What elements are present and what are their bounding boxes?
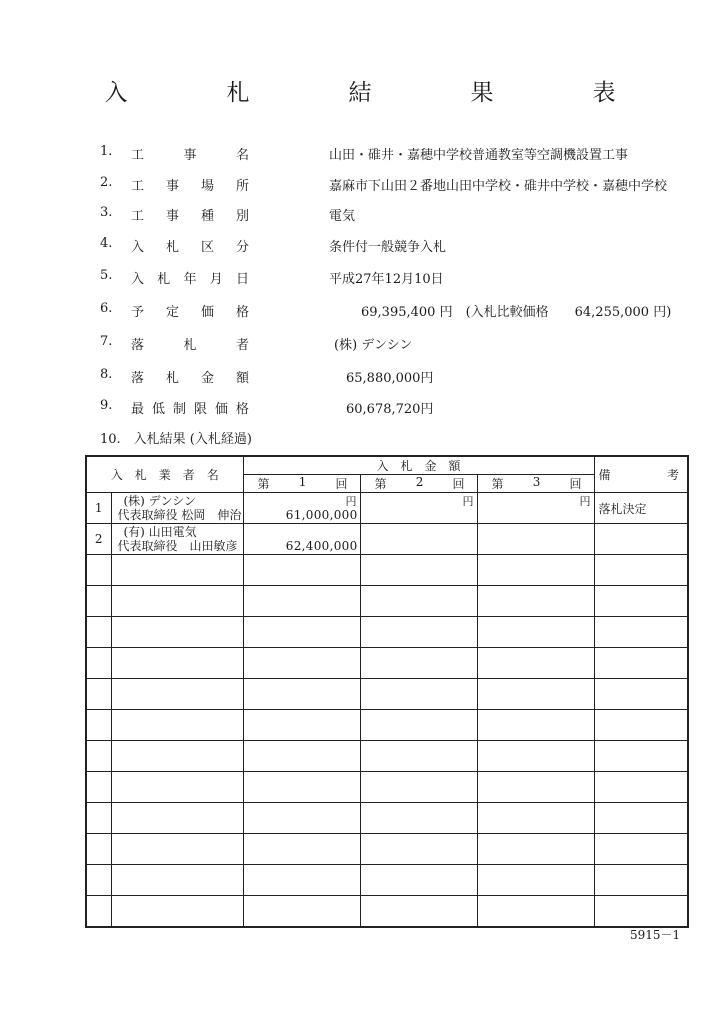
bidder-name <box>111 524 243 555</box>
info-value: 条件付一般競争入札 <box>329 240 447 255</box>
info-label-char: 札 <box>165 240 179 255</box>
remarks <box>594 555 688 586</box>
company-name: (有) 山田電気 <box>123 525 197 539</box>
table-row <box>86 741 688 772</box>
row-number <box>86 865 111 896</box>
round-1-amount <box>243 617 360 648</box>
info-value: 65,880,000円 <box>346 371 434 386</box>
bidder-name <box>111 617 243 648</box>
row-number <box>86 896 111 928</box>
round-2-amount <box>360 896 477 928</box>
round-3-amount <box>477 679 594 710</box>
info-label-char: 分 <box>235 240 249 255</box>
info-label-char: 区 <box>200 240 214 255</box>
info-number: 8. <box>100 367 113 382</box>
round-3-amount <box>477 803 594 834</box>
results-heading: 10. 入札結果 (入札経過) <box>100 432 252 447</box>
round-1-amount <box>243 710 360 741</box>
info-list <box>0 0 720 450</box>
round-2-amount <box>360 586 477 617</box>
round-3-amount <box>477 710 594 741</box>
remarks <box>594 524 688 555</box>
info-label-char: 事 <box>165 209 179 224</box>
yen-unit: 円 <box>345 495 357 508</box>
round-3-amount <box>477 772 594 803</box>
info-label-char: 別 <box>235 209 249 224</box>
remarks: 落札決定 <box>594 493 688 524</box>
table-row <box>86 493 688 524</box>
info-label-char: 工 <box>131 209 145 224</box>
amount-value: 61,000,000 <box>285 508 358 522</box>
info-row <box>0 268 720 288</box>
row-number <box>86 834 111 865</box>
info-label-char: 事 <box>183 148 197 163</box>
info-label-char: 所 <box>235 179 249 194</box>
row-number <box>86 803 111 834</box>
info-value: 電気 <box>329 209 356 224</box>
round-3-amount <box>477 586 594 617</box>
info-row <box>0 144 720 164</box>
yen-unit: 円 <box>462 495 474 508</box>
round-2-amount <box>360 648 477 679</box>
remarks <box>594 896 688 928</box>
info-label-char: 制 <box>172 402 186 417</box>
round-1-amount <box>243 772 360 803</box>
row-number <box>86 648 111 679</box>
info-label-char: 価 <box>200 305 214 320</box>
info-label-char: 落 <box>131 371 145 386</box>
info-label <box>131 268 249 287</box>
round-1-amount <box>243 865 360 896</box>
remarks <box>594 586 688 617</box>
bidder-name <box>111 865 243 896</box>
info-number: 7. <box>100 334 113 349</box>
round-2-amount <box>360 772 477 803</box>
info-label-char: 日 <box>235 272 249 287</box>
info-row <box>0 301 720 321</box>
info-row <box>0 236 720 256</box>
bidder-name <box>111 555 243 586</box>
info-number: 4. <box>100 236 113 251</box>
info-row <box>0 175 720 195</box>
round-3-amount <box>477 493 594 524</box>
representative-name: 代表取締役 松岡 伸治 <box>117 508 242 522</box>
info-number: 2. <box>100 175 113 190</box>
info-label-char: 者 <box>235 338 249 353</box>
info-label-char: 定 <box>165 305 179 320</box>
info-label-char: 入 <box>131 240 145 255</box>
info-number: 3. <box>100 205 113 220</box>
bidder-name <box>111 679 243 710</box>
round-3-amount <box>477 555 594 586</box>
results-heading-row <box>0 428 720 448</box>
amount-value: 62,400,000 <box>285 539 358 553</box>
round-3-amount <box>477 648 594 679</box>
bidder-name <box>111 648 243 679</box>
info-label-char: 工 <box>131 148 145 163</box>
row-number <box>86 617 111 648</box>
table-row <box>86 710 688 741</box>
info-label-char: 額 <box>235 371 249 386</box>
round-3-amount <box>477 896 594 928</box>
round-1-amount <box>243 493 360 524</box>
info-label-char: 年 <box>183 272 197 287</box>
table-row <box>86 834 688 865</box>
info-label-char: 落 <box>131 338 145 353</box>
info-number: 5. <box>100 268 113 283</box>
round-3-amount <box>477 865 594 896</box>
info-label-char: 種 <box>200 209 214 224</box>
bidder-name <box>111 741 243 772</box>
row-number <box>86 586 111 617</box>
info-label-char: 最 <box>131 402 145 417</box>
page-title: 入 札 結 果 表 <box>104 80 654 106</box>
table-row <box>86 648 688 679</box>
info-number: 1. <box>100 144 113 159</box>
table-row <box>86 865 688 896</box>
bidder-name <box>111 834 243 865</box>
info-label-char: 低 <box>151 402 165 417</box>
remarks <box>594 803 688 834</box>
row-number <box>86 710 111 741</box>
info-label-char: 格 <box>235 402 249 417</box>
info-row <box>0 334 720 354</box>
round-1-amount <box>243 834 360 865</box>
info-label-char: 格 <box>235 305 249 320</box>
info-label <box>131 144 249 163</box>
info-label-char: 限 <box>193 402 207 417</box>
row-number <box>86 555 111 586</box>
info-label-char: 事 <box>165 179 179 194</box>
table-row <box>86 896 688 928</box>
remarks <box>594 617 688 648</box>
info-label <box>131 175 249 194</box>
round-1-amount <box>243 555 360 586</box>
round-3-header: 第 3 回 <box>477 475 594 493</box>
bidder-name <box>111 803 243 834</box>
info-value: 69,395,400 円 (入札比較価格 64,255,000 円) <box>361 305 672 320</box>
bidder-name <box>111 586 243 617</box>
info-label-char: 金 <box>200 371 214 386</box>
amount-header: 入 札 金 額 <box>243 456 594 475</box>
info-label-char: 場 <box>200 179 214 194</box>
table-row <box>86 524 688 555</box>
info-value: 山田・碓井・嘉穂中学校普通教室等空調機設置工事 <box>329 148 629 163</box>
info-label-char: 月 <box>209 272 223 287</box>
info-label <box>131 205 249 224</box>
round-2-amount <box>360 710 477 741</box>
document-code: 5915－1 <box>630 928 681 942</box>
bidder-name <box>111 493 243 524</box>
round-1-amount <box>243 803 360 834</box>
table-row <box>86 803 688 834</box>
info-row <box>0 367 720 387</box>
info-label <box>131 334 249 353</box>
remarks <box>594 741 688 772</box>
round-2-amount <box>360 493 477 524</box>
info-value: 嘉麻市下山田２番地山田中学校・碓井中学校・嘉穂中学校 <box>329 179 668 194</box>
round-1-amount <box>243 896 360 928</box>
round-2-amount <box>360 617 477 648</box>
round-1-amount <box>243 679 360 710</box>
info-label <box>131 236 249 255</box>
round-3-amount <box>477 741 594 772</box>
bidder-name <box>111 772 243 803</box>
remarks <box>594 648 688 679</box>
table-row <box>86 586 688 617</box>
info-value: 平成27年12月10日 <box>329 272 444 287</box>
round-1-header: 第 1 回 <box>243 475 360 493</box>
round-2-amount <box>360 865 477 896</box>
info-label-char: 名 <box>235 148 249 163</box>
remarks <box>594 710 688 741</box>
remarks <box>594 772 688 803</box>
round-3-amount <box>477 617 594 648</box>
round-2-amount <box>360 524 477 555</box>
bid-results-table <box>85 455 689 928</box>
round-1-amount <box>243 648 360 679</box>
round-1-amount <box>243 586 360 617</box>
info-row <box>0 205 720 225</box>
info-label <box>131 301 249 320</box>
round-3-amount <box>477 524 594 555</box>
info-value: 60,678,720円 <box>346 402 434 417</box>
company-name: (株) デンシン <box>123 494 196 508</box>
bidder-name <box>111 896 243 928</box>
round-2-amount <box>360 679 477 710</box>
row-number: 1 <box>86 493 111 524</box>
table-row <box>86 679 688 710</box>
yen-unit: 円 <box>579 495 591 508</box>
table-row <box>86 772 688 803</box>
info-label-char: 予 <box>131 305 145 320</box>
bidder-header: 入 札 業 者 名 <box>86 456 243 493</box>
info-label-char: 入 <box>131 272 145 287</box>
round-2-amount <box>360 834 477 865</box>
info-label-char: 札 <box>157 272 171 287</box>
bidder-name <box>111 710 243 741</box>
representative-name: 代表取締役 山田敏彦 <box>117 539 238 553</box>
info-number: 9. <box>100 398 113 413</box>
round-2-amount <box>360 741 477 772</box>
remarks <box>594 834 688 865</box>
info-label-char: 価 <box>214 402 228 417</box>
info-number: 6. <box>100 301 113 316</box>
table-row <box>86 617 688 648</box>
info-label-char: 札 <box>183 338 197 353</box>
remarks <box>594 679 688 710</box>
table-row <box>86 555 688 586</box>
info-label <box>131 367 249 386</box>
remarks <box>594 865 688 896</box>
info-row <box>0 398 720 418</box>
round-1-amount <box>243 741 360 772</box>
round-2-header: 第 2 回 <box>360 475 477 493</box>
info-label-char: 札 <box>165 371 179 386</box>
remarks-header: 備 考 <box>594 456 688 493</box>
info-value: (株) デンシン <box>334 338 413 353</box>
round-2-amount <box>360 555 477 586</box>
round-3-amount <box>477 834 594 865</box>
row-number <box>86 772 111 803</box>
round-1-amount <box>243 524 360 555</box>
round-2-amount <box>360 803 477 834</box>
row-number: 2 <box>86 524 111 555</box>
row-number <box>86 679 111 710</box>
row-number <box>86 741 111 772</box>
info-label <box>131 398 249 417</box>
info-label-char: 工 <box>131 179 145 194</box>
